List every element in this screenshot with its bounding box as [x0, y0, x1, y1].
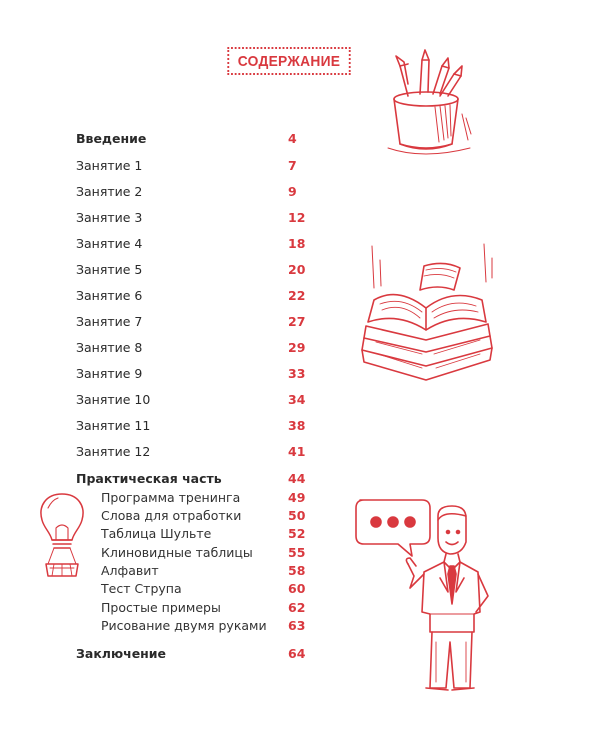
toc-entry-label: Таблица Шульте: [101, 526, 212, 541]
toc-entry-page-number: 62: [288, 600, 306, 615]
toc-entry[interactable]: [76, 287, 316, 305]
toc-entry[interactable]: [76, 183, 316, 201]
toc-entry-label: Занятие 4: [76, 236, 143, 251]
toc-entry-page-number: 49: [288, 490, 306, 505]
toc-entry-label: Программа тренинга: [101, 490, 241, 505]
toc-entry-page-number: 22: [288, 288, 306, 303]
toc-entry-page-number: 60: [288, 581, 306, 596]
toc-entry[interactable]: [76, 313, 316, 331]
toc-entry[interactable]: [101, 544, 341, 562]
toc-entry-label: Занятие 3: [76, 210, 143, 225]
toc-entry-page-number: 4: [288, 131, 297, 146]
toc-entry-page-number: 50: [288, 508, 306, 523]
toc-entry-label: Занятие 12: [76, 444, 151, 459]
toc-entry[interactable]: [101, 507, 341, 525]
toc-entry[interactable]: [76, 391, 316, 409]
toc-entry-page-number: 55: [288, 545, 306, 560]
toc-entry[interactable]: [101, 617, 341, 635]
toc-entry-page-number: 20: [288, 262, 306, 277]
toc-entry-label: Занятие 8: [76, 340, 143, 355]
toc-entry[interactable]: [76, 645, 316, 663]
toc-entry[interactable]: [101, 580, 341, 598]
toc-entry-page-number: 33: [288, 366, 306, 381]
toc-entry[interactable]: [76, 261, 316, 279]
toc-entry[interactable]: [76, 470, 316, 488]
toc-entry-label: Рисование двумя руками: [101, 618, 267, 633]
toc-entry-page-number: 38: [288, 418, 306, 433]
toc-entry-label: Алфавит: [101, 563, 159, 578]
toc-entry[interactable]: [101, 525, 341, 543]
toc-entry-page-number: 52: [288, 526, 306, 541]
pencil-cup-icon: [378, 44, 478, 162]
toc-entry[interactable]: [76, 365, 316, 383]
page-title-text: СОДЕРЖАНИЕ: [237, 52, 341, 70]
toc-entry-page-number: 41: [288, 444, 306, 459]
toc-entry[interactable]: [101, 489, 341, 507]
toc-entry[interactable]: [76, 443, 316, 461]
toc-entry-label: Занятие 2: [76, 184, 143, 199]
toc-entry-label: Практическая часть: [76, 471, 222, 486]
toc-entry-label: Занятие 7: [76, 314, 143, 329]
toc-entry-page-number: 7: [288, 158, 297, 173]
toc-entry[interactable]: [76, 157, 316, 175]
toc-entry-page-number: 18: [288, 236, 306, 251]
businessman-icon: [352, 492, 502, 700]
toc-entry-label: Занятие 6: [76, 288, 143, 303]
toc-entry[interactable]: [101, 599, 341, 617]
toc-entry[interactable]: [76, 235, 316, 253]
toc-entry-page-number: 9: [288, 184, 297, 199]
toc-entry-label: Занятие 1: [76, 158, 143, 173]
toc-entry-page-number: 12: [288, 210, 306, 225]
lightbulb-balloon-icon: [34, 490, 90, 582]
toc-entry-label: Занятие 9: [76, 366, 143, 381]
open-books-icon: [356, 238, 498, 386]
toc-entry-label: Простые примеры: [101, 600, 221, 615]
toc-entry-label: Слова для отработки: [101, 508, 242, 523]
toc-entry-page-number: 29: [288, 340, 306, 355]
toc-entry[interactable]: [101, 562, 341, 580]
toc-entry[interactable]: [76, 209, 316, 227]
toc-entry[interactable]: [76, 417, 316, 435]
toc-entry-label: Тест Струпа: [101, 581, 182, 596]
toc-entry-page-number: 27: [288, 314, 306, 329]
toc-entry[interactable]: [76, 130, 316, 148]
toc-entry-page-number: 34: [288, 392, 306, 407]
toc-entry-page-number: 64: [288, 646, 306, 661]
toc-entry-page-number: 63: [288, 618, 306, 633]
toc-entry-label: Занятие 5: [76, 262, 143, 277]
toc-entry[interactable]: [76, 339, 316, 357]
toc-entry-page-number: 44: [288, 471, 306, 486]
toc-entry-label: Клиновидные таблицы: [101, 545, 253, 560]
toc-entry-label: Занятие 11: [76, 418, 151, 433]
toc-entry-page-number: 58: [288, 563, 306, 578]
toc-entry-label: Занятие 10: [76, 392, 151, 407]
toc-entry-label: Введение: [76, 131, 147, 146]
page-title: [227, 47, 350, 75]
toc-entry-label: Заключение: [76, 646, 167, 661]
